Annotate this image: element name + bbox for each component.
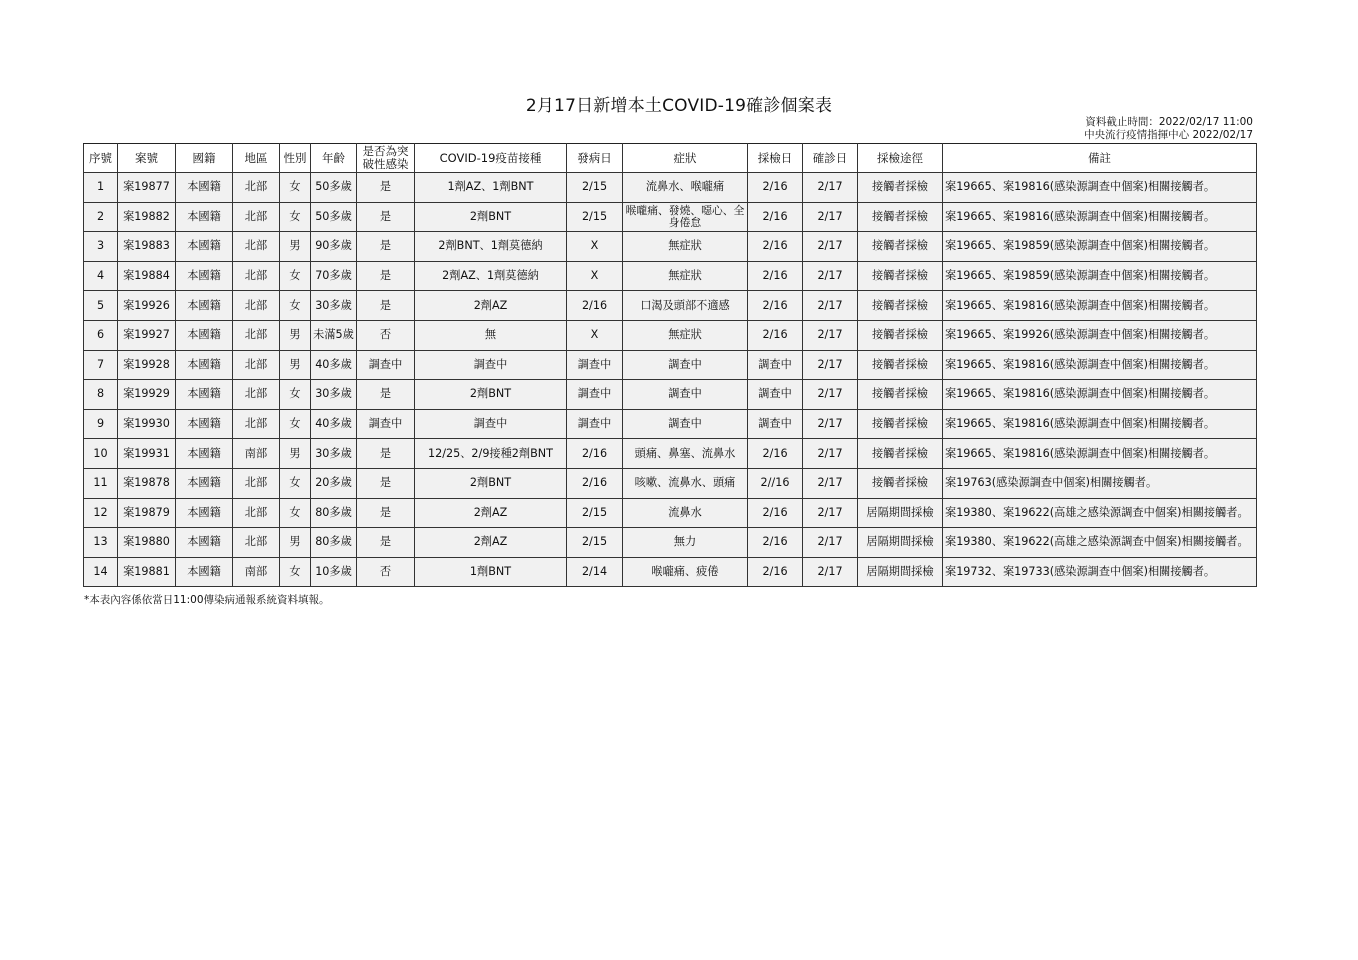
cell-test-date: 2/16: [748, 261, 803, 291]
table-row: [84, 409, 1257, 439]
cell-seq: 10: [84, 439, 118, 469]
cell-case-no: 案19881: [118, 557, 176, 587]
cell-region: 北部: [233, 498, 280, 528]
cell-nationality: 本國籍: [176, 232, 233, 262]
cell-seq: 3: [84, 232, 118, 262]
cell-test-date: 調查中: [748, 409, 803, 439]
cell-remarks: 案19665、案19816(感染源調查中個案)相關接觸者。: [943, 202, 1257, 232]
cell-confirm-date: 2/17: [803, 498, 858, 528]
cell-gender: 男: [280, 320, 311, 350]
cell-nationality: 本國籍: [176, 557, 233, 587]
cell-nationality: 本國籍: [176, 468, 233, 498]
cell-remarks: 案19665、案19859(感染源調查中個案)相關接觸者。: [943, 261, 1257, 291]
cell-breakthrough: 調查中: [357, 350, 415, 380]
cell-test-route: 接觸者採檢: [858, 173, 943, 203]
cell-nationality: 本國籍: [176, 320, 233, 350]
column-header-remarks: 備註: [943, 144, 1257, 173]
cell-nationality: 本國籍: [176, 350, 233, 380]
cell-test-date: 2/16: [748, 202, 803, 232]
cell-seq: 6: [84, 320, 118, 350]
cell-confirm-date: 2/17: [803, 320, 858, 350]
cell-vaccine: 調查中: [415, 409, 567, 439]
table-row: [84, 232, 1257, 262]
cell-region: 北部: [233, 380, 280, 410]
cell-age: 10多歲: [311, 557, 357, 587]
cell-onset-date: 2/15: [567, 202, 623, 232]
cell-remarks: 案19665、案19926(感染源調查中個案)相關接觸者。: [943, 320, 1257, 350]
column-header-region: 地區: [233, 144, 280, 173]
cell-onset-date: X: [567, 261, 623, 291]
cell-breakthrough: 是: [357, 439, 415, 469]
cell-age: 未滿5歲: [311, 320, 357, 350]
cell-test-route: 接觸者採檢: [858, 468, 943, 498]
cell-confirm-date: 2/17: [803, 173, 858, 203]
column-header-symptoms: 症狀: [623, 144, 748, 173]
cell-onset-date: 2/14: [567, 557, 623, 587]
cell-seq: 12: [84, 498, 118, 528]
table-row: [84, 291, 1257, 321]
cell-remarks: 案19665、案19816(感染源調查中個案)相關接觸者。: [943, 409, 1257, 439]
cell-region: 南部: [233, 439, 280, 469]
column-header-nationality: 國籍: [176, 144, 233, 173]
table-row: [84, 468, 1257, 498]
cell-onset-date: 2/15: [567, 173, 623, 203]
cell-breakthrough: 是: [357, 202, 415, 232]
cell-gender: 女: [280, 468, 311, 498]
page-title: 2月17日新增本土COVID-19確診個案表: [525, 96, 833, 116]
cell-seq: 9: [84, 409, 118, 439]
cell-remarks: 案19380、案19622(高雄之感染源調查中個案)相關接觸者。: [943, 528, 1257, 558]
cell-breakthrough: 是: [357, 498, 415, 528]
cell-symptoms: 無力: [623, 528, 748, 558]
cell-remarks: 案19763(感染源調查中個案)相關接觸者。: [943, 468, 1257, 498]
cell-confirm-date: 2/17: [803, 202, 858, 232]
cell-nationality: 本國籍: [176, 291, 233, 321]
cell-seq: 1: [84, 173, 118, 203]
cell-onset-date: 2/15: [567, 498, 623, 528]
cell-case-no: 案19931: [118, 439, 176, 469]
cell-confirm-date: 2/17: [803, 528, 858, 558]
cell-onset-date: 調查中: [567, 380, 623, 410]
cell-test-date: 2/16: [748, 173, 803, 203]
column-header-age: 年齡: [311, 144, 357, 173]
cell-age: 80多歲: [311, 528, 357, 558]
cell-confirm-date: 2/17: [803, 261, 858, 291]
cell-region: 北部: [233, 350, 280, 380]
cell-case-no: 案19880: [118, 528, 176, 558]
cell-remarks: 案19665、案19816(感染源調查中個案)相關接觸者。: [943, 439, 1257, 469]
cell-breakthrough: 調查中: [357, 409, 415, 439]
cell-vaccine: 無: [415, 320, 567, 350]
column-header-confirm-date: 確診日: [803, 144, 858, 173]
cell-case-no: 案19927: [118, 320, 176, 350]
table-row: [84, 380, 1257, 410]
cell-age: 80多歲: [311, 498, 357, 528]
cell-test-route: 接觸者採檢: [858, 202, 943, 232]
cell-region: 北部: [233, 202, 280, 232]
column-header-breakthrough: 是否為突破性感染: [357, 144, 415, 173]
cell-confirm-date: 2/17: [803, 380, 858, 410]
cell-nationality: 本國籍: [176, 380, 233, 410]
cell-onset-date: 2/15: [567, 528, 623, 558]
cell-age: 50多歲: [311, 173, 357, 203]
cell-region: 北部: [233, 409, 280, 439]
cell-seq: 11: [84, 468, 118, 498]
cell-gender: 女: [280, 380, 311, 410]
column-header-case-no: 案號: [118, 144, 176, 173]
cell-nationality: 本國籍: [176, 409, 233, 439]
cell-region: 北部: [233, 261, 280, 291]
column-header-test-date: 採檢日: [748, 144, 803, 173]
cell-test-date: 調查中: [748, 350, 803, 380]
cell-case-no: 案19926: [118, 291, 176, 321]
table-row: [84, 557, 1257, 587]
cell-test-date: 2/16: [748, 439, 803, 469]
cell-age: 50多歲: [311, 202, 357, 232]
cell-symptoms: 無症狀: [623, 232, 748, 262]
cell-confirm-date: 2/17: [803, 557, 858, 587]
cell-symptoms: 調查中: [623, 350, 748, 380]
footnote: *本表內容係依當日11:00傳染病通報系統資料填報。: [84, 594, 330, 606]
cell-symptoms: 咳嗽、流鼻水、頭痛: [623, 468, 748, 498]
cell-region: 北部: [233, 291, 280, 321]
column-header-gender: 性別: [280, 144, 311, 173]
cell-test-route: 接觸者採檢: [858, 232, 943, 262]
cell-region: 南部: [233, 557, 280, 587]
table-row: [84, 173, 1257, 203]
table-row: [84, 320, 1257, 350]
cell-test-date: 2/16: [748, 528, 803, 558]
cell-confirm-date: 2/17: [803, 468, 858, 498]
cell-seq: 7: [84, 350, 118, 380]
cell-breakthrough: 是: [357, 528, 415, 558]
cell-symptoms: 流鼻水、喉嚨痛: [623, 173, 748, 203]
cell-case-no: 案19878: [118, 468, 176, 498]
cell-age: 70多歲: [311, 261, 357, 291]
cell-remarks: 案19380、案19622(高雄之感染源調查中個案)相關接觸者。: [943, 498, 1257, 528]
cell-age: 20多歲: [311, 468, 357, 498]
report-meta: [1084, 116, 1253, 142]
cell-case-no: 案19930: [118, 409, 176, 439]
cell-vaccine: 12/25、2/9接種2劑BNT: [415, 439, 567, 469]
cell-breakthrough: 是: [357, 173, 415, 203]
cell-breakthrough: 否: [357, 557, 415, 587]
cell-symptoms: 無症狀: [623, 320, 748, 350]
cell-vaccine: 1劑AZ、1劑BNT: [415, 173, 567, 203]
cell-confirm-date: 2/17: [803, 439, 858, 469]
cell-gender: 男: [280, 350, 311, 380]
cell-age: 90多歲: [311, 232, 357, 262]
cell-symptoms: 頭痛、鼻塞、流鼻水: [623, 439, 748, 469]
cell-age: 40多歲: [311, 350, 357, 380]
cell-test-date: 2/16: [748, 557, 803, 587]
cell-age: 30多歲: [311, 439, 357, 469]
cell-vaccine: 2劑AZ: [415, 291, 567, 321]
cell-confirm-date: 2/17: [803, 409, 858, 439]
table-row: [84, 528, 1257, 558]
cell-nationality: 本國籍: [176, 261, 233, 291]
cell-gender: 女: [280, 291, 311, 321]
cell-test-date: 2/16: [748, 291, 803, 321]
cell-seq: 14: [84, 557, 118, 587]
column-header-test-route: 採檢途徑: [858, 144, 943, 173]
cell-symptoms: 調查中: [623, 380, 748, 410]
cell-gender: 男: [280, 528, 311, 558]
cell-vaccine: 2劑AZ、1劑莫德納: [415, 261, 567, 291]
cell-symptoms: 喉嚨痛、疲倦: [623, 557, 748, 587]
cell-age: 40多歲: [311, 409, 357, 439]
cell-test-route: 居隔期間採檢: [858, 528, 943, 558]
cell-test-route: 接觸者採檢: [858, 320, 943, 350]
cell-onset-date: 調查中: [567, 350, 623, 380]
cell-region: 北部: [233, 173, 280, 203]
cell-confirm-date: 2/17: [803, 232, 858, 262]
cell-case-no: 案19877: [118, 173, 176, 203]
table-row: [84, 261, 1257, 291]
cell-symptoms: 調查中: [623, 409, 748, 439]
cell-vaccine: 2劑AZ: [415, 498, 567, 528]
table-row: [84, 350, 1257, 380]
cell-breakthrough: 否: [357, 320, 415, 350]
cell-age: 30多歲: [311, 380, 357, 410]
cell-case-no: 案19929: [118, 380, 176, 410]
cell-breakthrough: 是: [357, 380, 415, 410]
cell-vaccine: 1劑BNT: [415, 557, 567, 587]
cell-onset-date: 調查中: [567, 409, 623, 439]
cell-gender: 女: [280, 557, 311, 587]
cell-test-date: 調查中: [748, 380, 803, 410]
cell-test-route: 接觸者採檢: [858, 380, 943, 410]
cell-test-route: 接觸者採檢: [858, 439, 943, 469]
cell-age: 30多歲: [311, 291, 357, 321]
cell-vaccine: 2劑BNT、1劑莫德納: [415, 232, 567, 262]
cell-vaccine: 2劑AZ: [415, 528, 567, 558]
data-source: 中央流行疫情指揮中心 2022/02/17: [1084, 129, 1253, 141]
cell-gender: 女: [280, 409, 311, 439]
cell-test-date: 2/16: [748, 232, 803, 262]
cell-test-route: 接觸者採檢: [858, 261, 943, 291]
cell-symptoms: 流鼻水: [623, 498, 748, 528]
cell-region: 北部: [233, 528, 280, 558]
cell-symptoms: 口渴及頭部不適感: [623, 291, 748, 321]
cell-region: 北部: [233, 320, 280, 350]
cell-seq: 4: [84, 261, 118, 291]
cell-nationality: 本國籍: [176, 202, 233, 232]
cell-onset-date: 2/16: [567, 468, 623, 498]
cell-onset-date: 2/16: [567, 439, 623, 469]
cell-breakthrough: 是: [357, 468, 415, 498]
column-header-onset-date: 發病日: [567, 144, 623, 173]
cell-confirm-date: 2/17: [803, 350, 858, 380]
cell-test-date: 2//16: [748, 468, 803, 498]
cell-remarks: 案19665、案19816(感染源調查中個案)相關接觸者。: [943, 173, 1257, 203]
cell-onset-date: X: [567, 232, 623, 262]
cell-nationality: 本國籍: [176, 173, 233, 203]
cell-nationality: 本國籍: [176, 528, 233, 558]
cell-nationality: 本國籍: [176, 498, 233, 528]
cell-vaccine: 2劑BNT: [415, 202, 567, 232]
cell-test-route: 居隔期間採檢: [858, 557, 943, 587]
cell-vaccine: 2劑BNT: [415, 468, 567, 498]
cell-breakthrough: 是: [357, 232, 415, 262]
cell-remarks: 案19665、案19816(感染源調查中個案)相關接觸者。: [943, 380, 1257, 410]
cell-case-no: 案19883: [118, 232, 176, 262]
table-row: [84, 439, 1257, 469]
cell-seq: 2: [84, 202, 118, 232]
cell-remarks: 案19665、案19816(感染源調查中個案)相關接觸者。: [943, 350, 1257, 380]
cell-gender: 男: [280, 439, 311, 469]
cell-test-date: 2/16: [748, 320, 803, 350]
cell-remarks: 案19665、案19816(感染源調查中個案)相關接觸者。: [943, 291, 1257, 321]
cell-onset-date: X: [567, 320, 623, 350]
cell-confirm-date: 2/17: [803, 291, 858, 321]
cell-symptoms: 喉嚨痛、發燒、噁心、全身倦怠: [623, 202, 748, 232]
cell-seq: 13: [84, 528, 118, 558]
cell-test-date: 2/16: [748, 498, 803, 528]
cell-seq: 5: [84, 291, 118, 321]
table-row: [84, 202, 1257, 232]
cell-case-no: 案19882: [118, 202, 176, 232]
column-header-seq: 序號: [84, 144, 118, 173]
cell-remarks: 案19665、案19859(感染源調查中個案)相關接觸者。: [943, 232, 1257, 262]
table-header: [84, 144, 1257, 173]
cell-gender: 女: [280, 261, 311, 291]
case-table: [83, 143, 1257, 587]
cell-case-no: 案19884: [118, 261, 176, 291]
cell-gender: 女: [280, 498, 311, 528]
cell-test-route: 接觸者採檢: [858, 291, 943, 321]
cell-gender: 女: [280, 202, 311, 232]
cell-breakthrough: 是: [357, 291, 415, 321]
table-row: [84, 498, 1257, 528]
cell-test-route: 居隔期間採檢: [858, 498, 943, 528]
cell-gender: 女: [280, 173, 311, 203]
data-cutoff-time: 資料截止時間：2022/02/17 11:00: [1085, 116, 1253, 128]
cell-seq: 8: [84, 380, 118, 410]
cell-vaccine: 調查中: [415, 350, 567, 380]
cell-breakthrough: 是: [357, 261, 415, 291]
header-row: [84, 144, 1257, 173]
cell-region: 北部: [233, 232, 280, 262]
cell-region: 北部: [233, 468, 280, 498]
cell-test-route: 接觸者採檢: [858, 350, 943, 380]
cell-onset-date: 2/16: [567, 291, 623, 321]
column-header-vaccine: COVID-19疫苗接種: [415, 144, 567, 173]
cell-test-route: 接觸者採檢: [858, 409, 943, 439]
cell-symptoms: 無症狀: [623, 261, 748, 291]
table-body: [84, 173, 1257, 587]
cell-remarks: 案19732、案19733(感染源調查中個案)相關接觸者。: [943, 557, 1257, 587]
cell-case-no: 案19928: [118, 350, 176, 380]
cell-nationality: 本國籍: [176, 439, 233, 469]
cell-gender: 男: [280, 232, 311, 262]
cell-vaccine: 2劑BNT: [415, 380, 567, 410]
cell-case-no: 案19879: [118, 498, 176, 528]
